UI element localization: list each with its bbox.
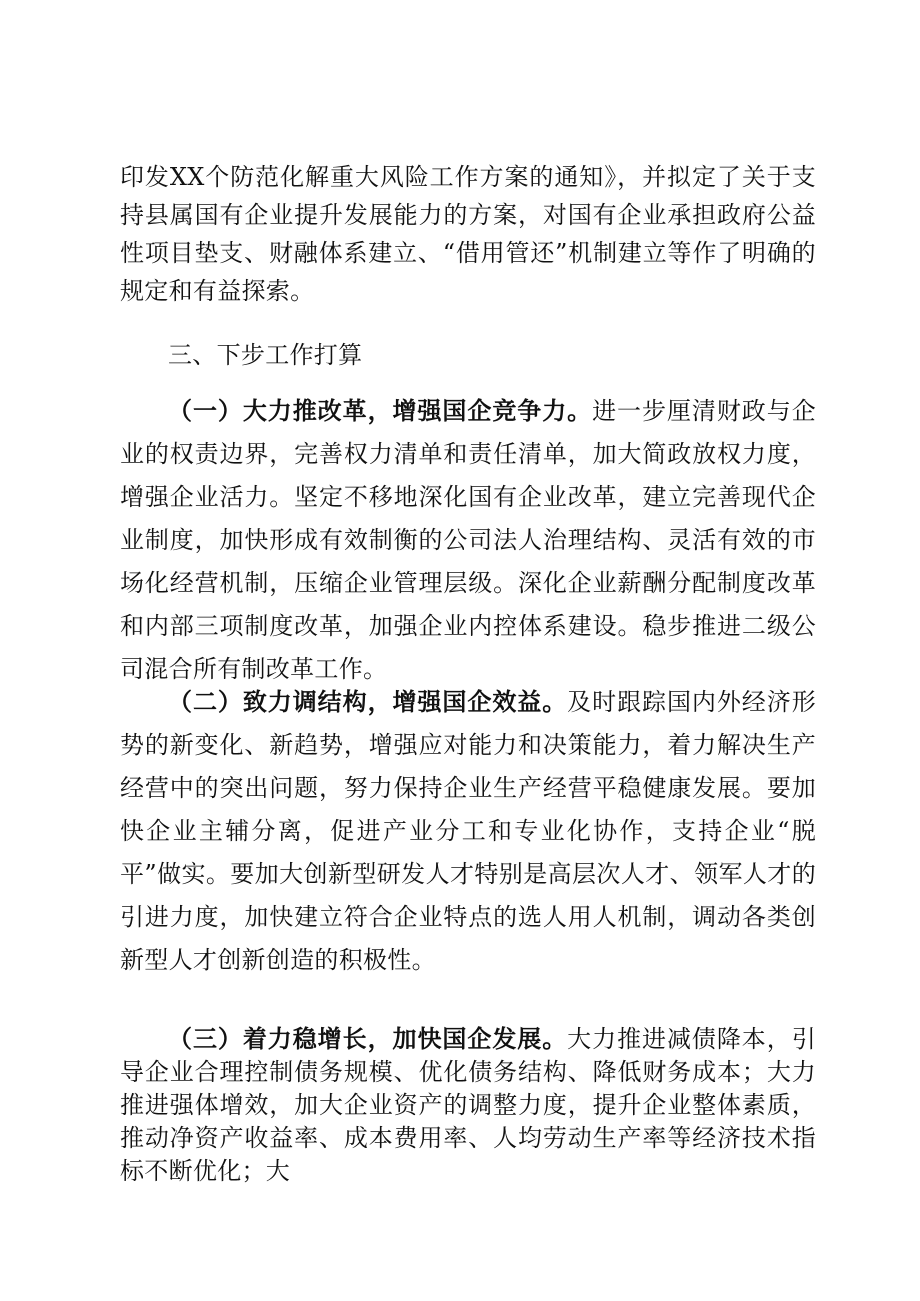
- paragraph-continued: 印发XX个防范化解重大风险工作方案的通知》，并拟定了关于支持县属国有企业提升发展能力的方案，对国有企业承担政府公益性项目垫支、财融体系建立、“借用管还”机制建立等作了明确的规定和有益探索。: [120, 163, 816, 305]
- work-item-1: [120, 389, 816, 691]
- work-item-2-lead: （二）致力调结构，增强国企效益。: [168, 687, 568, 716]
- work-item-1-lead: （一）大力推改革，增强国企竞争力。: [168, 396, 593, 425]
- work-item-1-body: 进一步厘清财政与企业的权责边界，完善权力清单和责任清单，加大简政放权力度，增强企业活力。坚定不移地深化国有企业改革，建立完善现代企业制度，加快形成有效制衡的公司法人治理结构、灵活有效的市场化经营机制，压缩企业管理层级。深化企业薪酬分配制度改革和内部三项制度改革，加强企业内控体系建设。稳步推进二级公司混合所有制改革工作。: [120, 397, 816, 683]
- work-item-2: [120, 680, 816, 982]
- work-item-3-lead: （三）着力稳增长，加快国企发展。: [168, 1024, 568, 1053]
- work-item-3-body: 大力推进减债降本，引导企业合理控制债务规模、优化债务结构、降低财务成本；大力推进强体增效，加大企业资产的调整力度，提升企业整体素质，推动净资产收益率、成本费用率、人均劳动生产率等经济技术指标不断优化；大: [120, 1025, 816, 1185]
- work-item-3: [120, 1022, 816, 1188]
- section-heading: 三、下步工作打算: [168, 341, 363, 369]
- work-item-2-body: 及时跟踪国内外经济形势的新变化、新趋势，增强应对能力和决策能力，着力解决生产经营中的突出问题，努力保持企业生产经营平稳健康发展。要加快企业主辅分离，促进产业分工和专业化协作，支持企业“脱平”做实。要加大创新型研发人才特别是高层次人才、领军人才的引进力度，加快建立符合企业特点的选人用人机制，调动各类创新型人才创新创造的积极性。: [120, 688, 816, 974]
